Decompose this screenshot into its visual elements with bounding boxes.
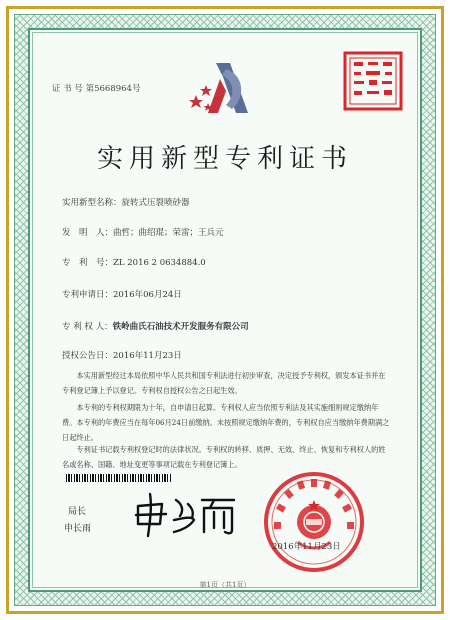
grant-date-label: 授权公告日： — [62, 351, 114, 361]
paragraph-2: 本专利的专利权期限为十年，自申请日起算。专利权人应当依照专利法及其实施细则规定缴纳年费。本专利的年费应当在每年06月24日前缴纳。未按照规定缴纳年费的，专利权自应当缴纳年费期满之日起终止。 — [62, 403, 390, 442]
paragraph-3: 专利证书记载专利权登记时的法律状况。专利权的转移、质押、无效、终止、恢复和专利权人的姓名或名称、国籍、地址变更等事项记载在专利登记簿上。 — [62, 445, 386, 469]
certificate-title: 实用新型专利证书 — [96, 144, 353, 174]
director-name-label: 申长雨 — [64, 524, 92, 534]
inventor-row — [62, 226, 224, 238]
patentee-label: 专 利 权 人： — [62, 322, 113, 332]
handwritten-signature-icon — [128, 490, 238, 538]
inventor-label: 发 明 人： — [62, 228, 114, 238]
barcode — [66, 474, 171, 482]
grant-date-value: 2016年11月23日 — [113, 351, 182, 361]
seal-date: 2016年11月23日 — [272, 542, 341, 552]
filing-date-label: 专利申请日： — [62, 290, 114, 300]
patent-number-label: 专 利 号： — [62, 258, 114, 268]
page-footer: 第1页（共1页） — [199, 581, 251, 589]
patentee-value: 铁岭曲氏石油技术开发服务有限公司 — [112, 322, 249, 332]
red-stamp-icon — [342, 50, 404, 112]
filing-date-value: 2016年06月24日 — [113, 290, 182, 300]
model-name-label: 实用新型名称： — [62, 198, 122, 208]
filing-date-row — [62, 288, 182, 300]
official-seal-icon — [262, 470, 366, 574]
patent-office-logo-icon — [186, 55, 258, 121]
model-name-row — [62, 196, 190, 208]
model-name-value: 旋转式压裂喷砂器 — [121, 198, 190, 208]
director-title-label: 局长 — [68, 507, 87, 517]
paragraph-1: 本实用新型经过本局依照中华人民共和国专利法进行初步审查，决定授予专利权，颁发本证书并在专利登记簿上予以登记。专利权自授权公告之日起生效。 — [62, 371, 386, 395]
inventor-value: 曲哲；曲绍琨；荣雷；王兵元 — [113, 228, 224, 238]
patent-number-value: ZL 2016 2 0634884.0 — [113, 258, 206, 268]
grant-date-row — [62, 349, 182, 361]
certificate-number: 证 书 号 第5668964号 — [52, 84, 141, 94]
patentee-row — [62, 320, 249, 332]
patent-number-row — [62, 256, 206, 268]
